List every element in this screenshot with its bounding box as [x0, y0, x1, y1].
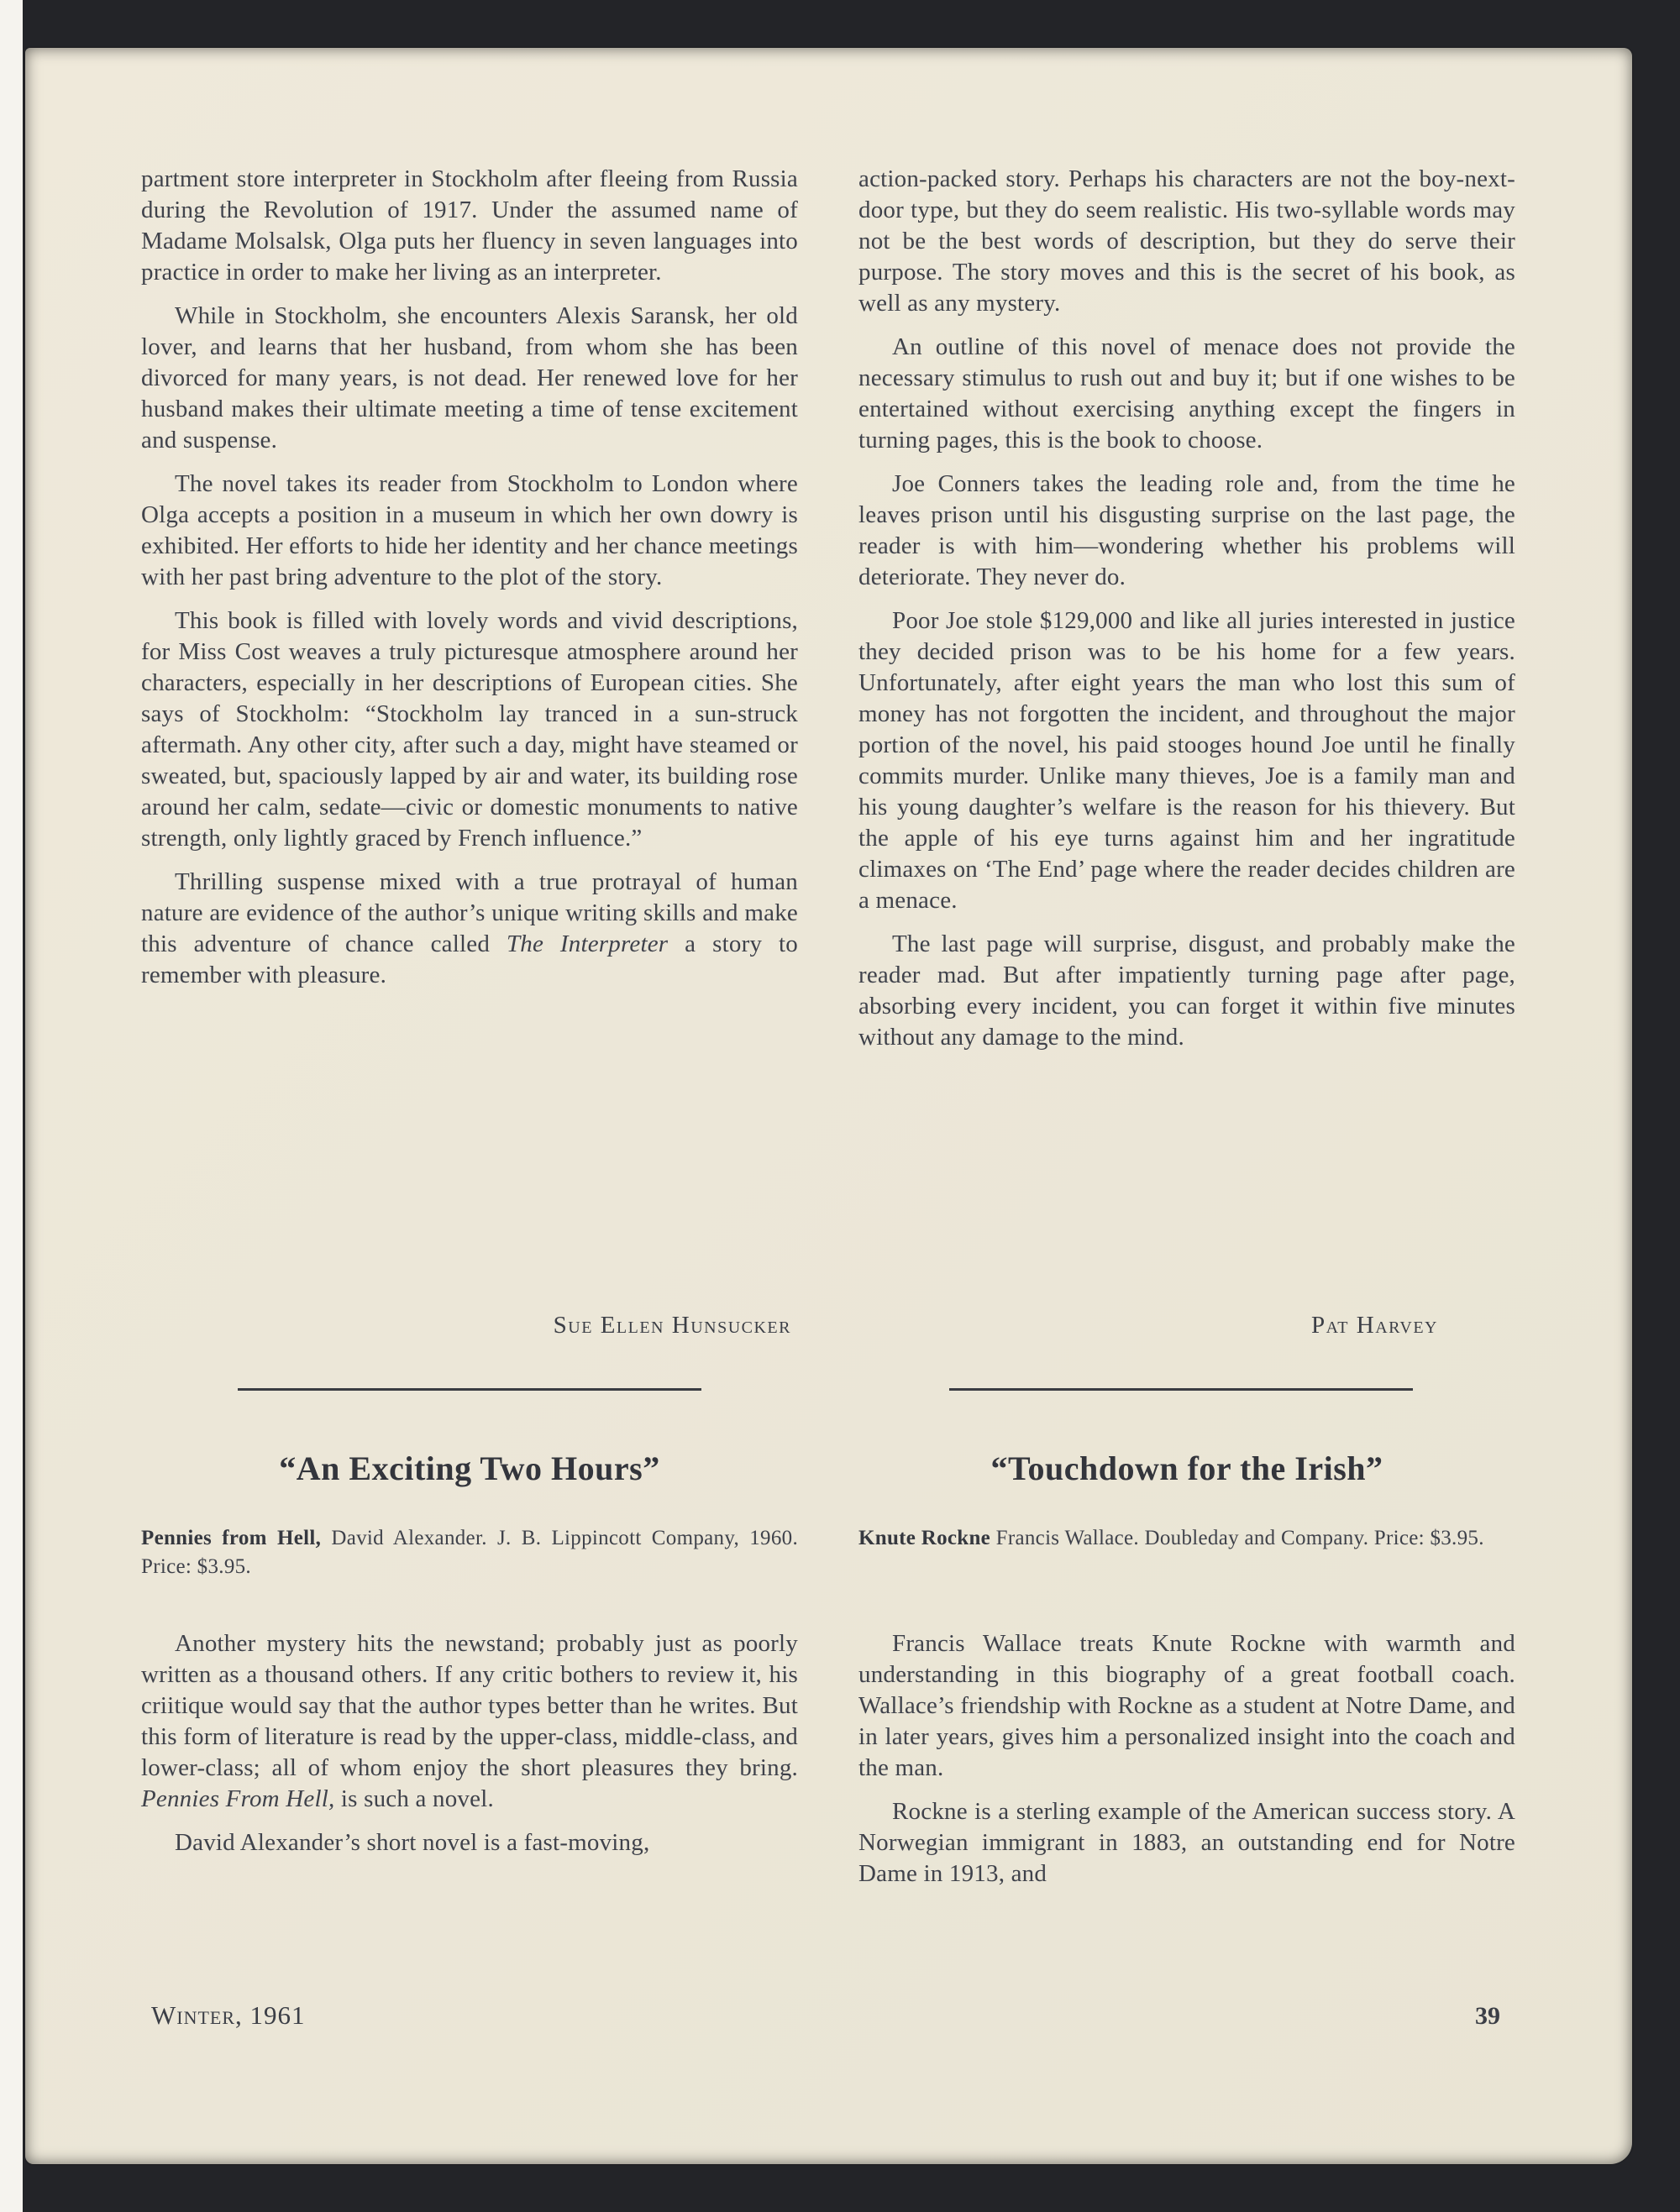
- divider-rule: [949, 1388, 1413, 1391]
- paragraph-text: a story to remember with pleasure.: [141, 930, 798, 988]
- paragraph: [141, 867, 798, 991]
- paragraph: An outline of this novel of menace does not provide the necessary stimulus to rush out and buy it; but if one wishes to be entertained without exercising anything except the fingers in turning pages, this is the book to choose.: [858, 333, 1515, 453]
- reviewer-signature: Sue Ellen Hunsucker: [553, 1312, 791, 1339]
- book-title-bold: Knute Rockne: [858, 1527, 991, 1549]
- page-number: 39: [1475, 2002, 1500, 2030]
- right-column-lower: [858, 1628, 1515, 1902]
- paragraph: The novel takes its reader from Stockholm to London where Olga accepts a position in a museum in which her own dowry is exhibited. Her efforts to hide her identity and her chance meetings with her past bring adventure to the plot of the story.: [141, 470, 798, 590]
- review-heading: “Touchdown for the Irish”: [990, 1449, 1383, 1487]
- book-title-italic: Pennies From Hell,: [141, 1785, 335, 1812]
- paragraph: Francis Wallace treats Knute Rockne with warmth and understanding in this biography of a great football coach. Wallace’s friendship with Rockne as a student at Notre Dame, and in later years, gives him a personalized insight into the coach and the man.: [858, 1630, 1515, 1781]
- paragraph: While in Stockholm, she encounters Alexis Saransk, her old lover, and learns that her husband, from whom she has been divorced for many years, is not dead. Her renewed love for her husband makes their ultimate meeting a time of tense excitement and suspense.: [141, 302, 798, 453]
- divider-rule: [238, 1388, 701, 1391]
- issue-date: Winter, 1961: [151, 2000, 306, 2030]
- book-citation: [858, 1524, 1515, 1553]
- paragraph: This book is filled with lovely words and vivid descriptions, for Miss Cost weaves a truly picturesque atmosphere around her characters, especially in her descriptions of European cities. She says of Stockholm: “Stockholm lay tranced in a sun-struck aftermath. Any other city, after such a day, might have steamed or sweated, but, spaciously lapped by air and water, its building rose around her calm, sedate—civic or domestic monuments to native strength, only lightly graced by French influence.”: [141, 607, 798, 852]
- reviewer-signature: Pat Harvey: [1310, 1312, 1438, 1339]
- review-heading: “An Exciting Two Hours”: [279, 1449, 660, 1487]
- paragraph: partment store interpreter in Stockholm after fleeing from Russia during the Revolution of 1917. Under the assumed name of Madame Molsalsk, Olga puts her fluency in seven languages into practice in order to make her living as an interpreter.: [141, 165, 798, 286]
- paragraph-text: Thrilling suspense mixed with a true protrayal of human nature are evidence of the author’s unique writing skills and make this adventure of chance called: [141, 868, 798, 957]
- left-column-lower: [141, 1628, 798, 1871]
- scan-edge: [0, 0, 23, 2212]
- book-title-bold: Pennies from Hell,: [141, 1527, 322, 1549]
- book-citation-rest: David Alexander. J. B. Lippincott Company, 1960. Price: $3.95.: [141, 1527, 798, 1578]
- paragraph: Poor Joe stole $129,000 and like all juries interested in justice they decided prison was to be his home for a few years. Unfortunately, after eight years the man who lost this sum of money has not forgotten the incident, and throughout the major portion of the novel, his paid stooges hound Joe until he finally commits murder. Unlike many thieves, Joe is a family man and his young daughter’s welfare is the reason for his thievery. But the apple of his eye turns against him and her ingratitude climaxes on ‘The End’ page where the reader decides children are a menace.: [858, 607, 1515, 914]
- paragraph: Rockne is a sterling example of the American success story. A Norwegian immigrant in 1883, an outstanding end for Notre Dame in 1913, and: [858, 1798, 1515, 1887]
- paragraph: The last page will surprise, disgust, and probably make the reader mad. But after impatiently turning page after page, absorbing every incident, you can forget it within five minutes without any damage to the mind.: [858, 930, 1515, 1051]
- paragraph-text: Another mystery hits the newstand; probably just as poorly written as a thousand others. If any critic bothers to review it, his criitique would say that the author types better than he writes. But this form of literature is read by the upper-class, middle-class, and lower-class; all of whom enjoy the short pleasures they bring.: [141, 1630, 798, 1781]
- left-column-upper: [141, 164, 798, 1004]
- paragraph: Joe Conners takes the leading role and, from the time he leaves prison until his disgusting surprise on the last page, the reader is with him—wondering whether his problems will deteriorate. They never do.: [858, 470, 1515, 590]
- paragraph: David Alexander’s short novel is a fast-moving,: [175, 1829, 650, 1856]
- paragraph: [141, 1628, 798, 1815]
- book-citation: [141, 1524, 798, 1581]
- book-title-italic: The Interpreter: [506, 930, 669, 957]
- magazine-page: [25, 48, 1632, 2164]
- paragraph: action-packed story. Perhaps his characters are not the boy-next-door type, but they do seem realistic. His two-syllable words may not be the best words of description, but they do serve their purpose. The story moves and this is the secret of his book, as well as any mystery.: [858, 165, 1515, 317]
- book-citation-rest: Francis Wallace. Doubleday and Company. Price: $3.95.: [990, 1527, 1484, 1549]
- paragraph-text: is such a novel.: [334, 1785, 494, 1812]
- right-column-upper: [858, 164, 1515, 1066]
